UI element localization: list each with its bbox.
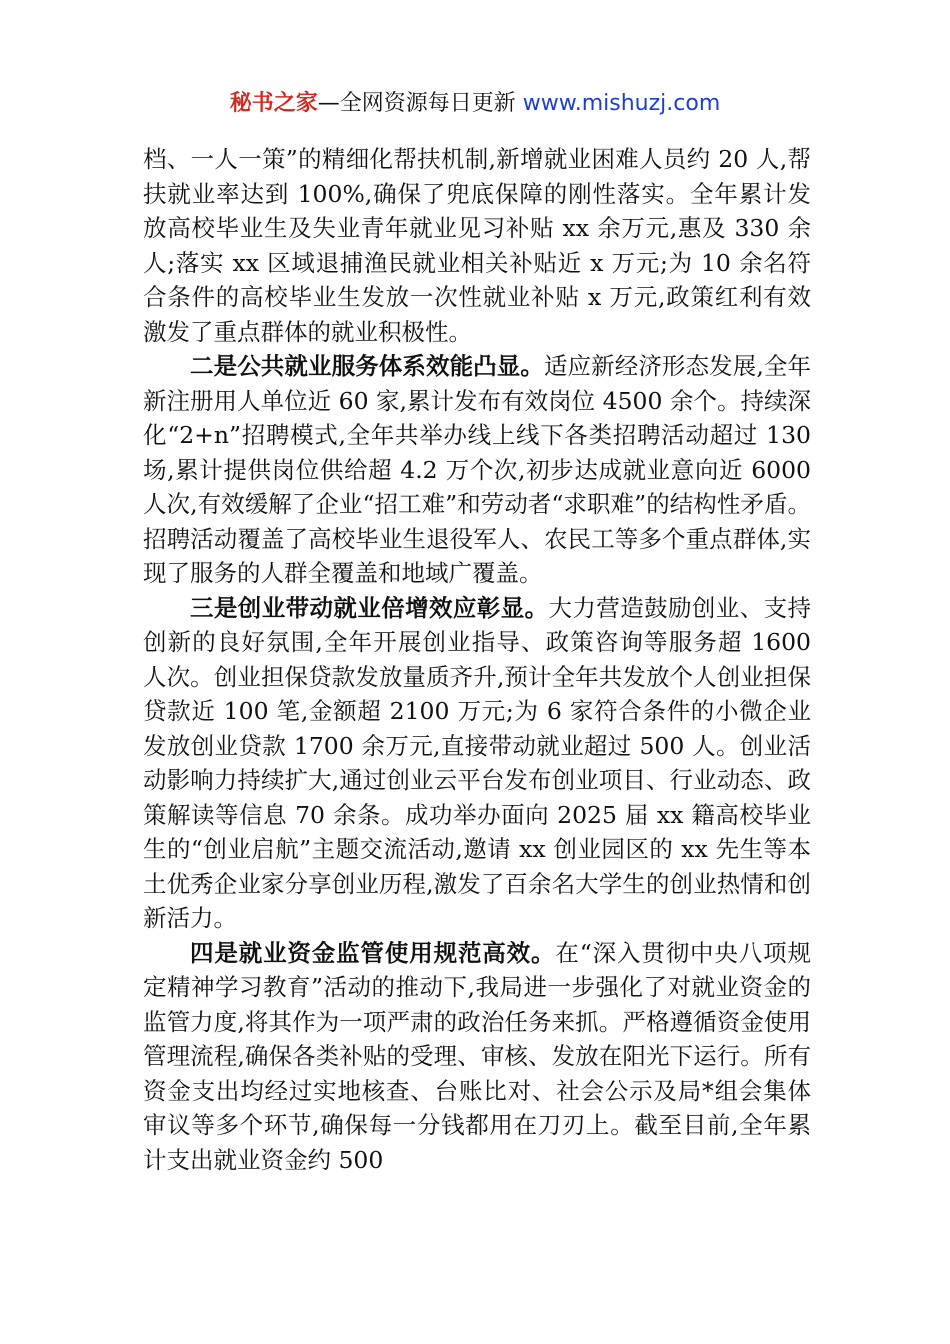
paragraph-entrepreneurship: [143, 591, 811, 936]
site-brand: 秘书之家: [229, 91, 318, 116]
paragraph-text: 适应新经济形态发展,全年新注册用人单位近 60 家,累计发布有效岗位 4500 余个。持续深化“2+n”招聘模式,全年共举办线上线下各类招聘活动超过 130 场,累计提供岗位供给超 4.2 万个次,初步达成就业意向近 6000 人次,有效缓解了企业“招工难”和劳动者“求职难”的结构性矛盾。招聘活动覆盖了高校毕业生退役军人、农民工等多个重点群体,实现了服务的人群全覆盖和地域广覆盖。: [143, 352, 811, 587]
paragraph-text: 档、一人一策”的精细化帮扶机制,新增就业困难人员约 20 人,帮扶就业率达到 100%,确保了兜底保障的刚性落实。全年累计发放高校毕业生及失业青年就业见习补贴 xx 余万元,惠及 330 余人;落实 xx 区域退捕渔民就业相关补贴近 x 万元;为 10 余名符合条件的高校毕业生发放一次性就业补贴 x 万元,政策红利有效激发了重点群体的就业积极性。: [143, 145, 811, 346]
paragraph-heading: 二是公共就业服务体系效能凸显。: [190, 352, 544, 380]
document-body: [143, 142, 811, 1177]
site-slogan: —全网资源每日更新: [317, 91, 523, 116]
site-url-link[interactable]: www.mishuzj.com: [522, 91, 721, 116]
paragraph-text: 大力营造鼓励创业、支持创新的良好氛围,全年开展创业指导、政策咨询等服务超 1600 人次。创业担保贷款发放量质齐升,预计全年共发放个人创业担保贷款近 100 笔,金额超 2100 万元;为 6 家符合条件的小微企业发放创业贷款 1700 余万元,直接带动就业超过 500 人。创业活动影响力持续扩大,通过创业云平台发布创业项目、行业动态、政策解读等信息 70 余条。成功举办面向 2025 届 xx 籍高校毕业生的“创业启航”主题交流活动,邀请 xx 创业园区的 xx 先生等本土优秀企业家分享创业历程,激发了百余名大学生的创业热情和创新活力。: [143, 593, 811, 932]
site-header: [0, 86, 950, 122]
paragraph-heading: 四是就业资金监管使用规范高效。: [190, 938, 556, 967]
paragraph-employment-services: [143, 349, 811, 591]
paragraph-heading: 三是创业带动就业倍增效应彰显。: [190, 593, 549, 622]
paragraph-text: 在“深入贯彻中央八项规定精神学习教育”活动的推动下,我局进一步强化了对就业资金的监管力度,将其作为一项严肃的政治任务来抓。严格遵循资金使用管理流程,确保各类补贴的受理、审核、发放在阳光下运行。所有资金支出均经过实地核查、台账比对、社会公示及局*组会集体审议等多个环节,确保每一分钱都用在刀刃上。截至目前,全年累计支出就业资金约 500: [143, 938, 811, 1174]
paragraph-continued: [143, 142, 811, 349]
paragraph-fund-supervision: [143, 936, 811, 1178]
